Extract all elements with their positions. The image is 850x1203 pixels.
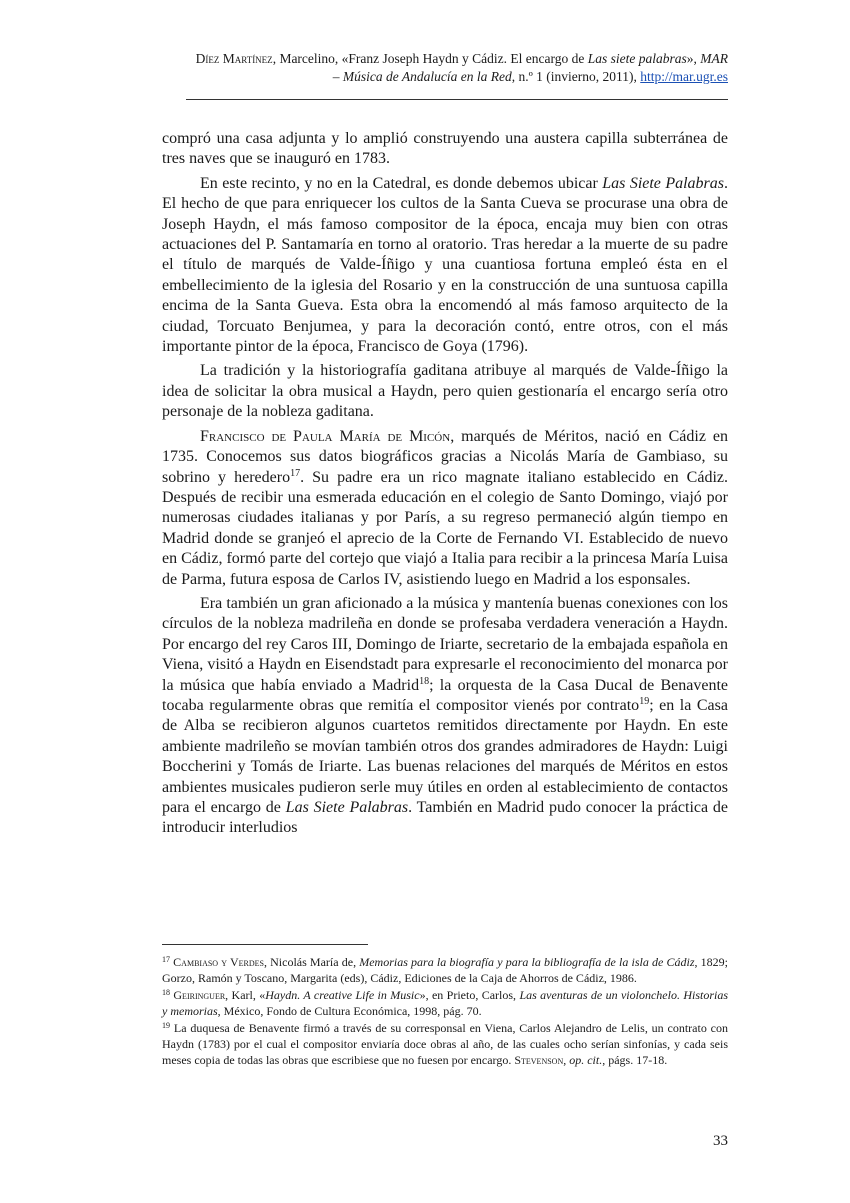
header-separator xyxy=(186,99,728,100)
header-work-title: Las siete palabras xyxy=(587,51,687,66)
footnote-19-text-a: La duquesa de Benavente firmó a través de su corresponsal en Viena, Carlos Alejandro de Lelis, un contrato con Haydn (1783) por el cual el compositor enviaría doce obras al año, de las cuales ocho serían sinfonías, y cada seis meses copia de todas las obras que escribiese que no fuesen por encargo. xyxy=(162,1020,729,1068)
footnote-18 xyxy=(162,987,728,1020)
paragraph-2-text-a: En este recinto, y no en la Catedral, es donde debemos ubicar xyxy=(200,174,603,192)
paragraph-2-italic: Las Siete Palabras xyxy=(602,174,724,192)
paragraph-1-text: compró una casa adjunta y lo amplió construyendo una austera capilla subterránea de tres naves que se inauguró en 1783. xyxy=(162,130,728,168)
header-after-title: », xyxy=(686,51,701,66)
paragraph-2-text-b: . El hecho de que para enriquecer los cultos de la Santa Cueva se procurase una obra de Joseph Haydn, el más famoso compositor de la época, encaja muy bien con otras actuaciones del P. Santamaría en torno al oratorio. Tras heredar a la muerte de su padre el título de marqués de Valde-Íñigo y una cuantiosa fortuna empleó ésta en el embellecimiento de la iglesia del Rosario y en la construcción de una suntuosa capilla encima de la Santa Gueva. Esta obra la encomendó al más famoso arquitecto de la ciudad, Torcuato Benjumea, y para la decoración contó, entre otros, con el más importante pintor de la época, Francisco de Goya (1796). xyxy=(162,174,728,356)
footnote-18-text-c: , México, Fondo de Cultura Económica, 1998, pág. 70. xyxy=(217,1004,482,1019)
footnote-19-text-c: , págs. 17-18. xyxy=(602,1053,668,1068)
header-journal-full: Música de Andalucía en la Red xyxy=(342,69,512,84)
paragraph-4-text-b: . Su padre era un rico magnate italiano establecido en Cádiz. Después de recibir una esmerada educación en el colegio de Santo Domingo, viajó por numerosas ciudades italianas y por París, a su regreso permaneció algún tiempo en Madrid donde se granjeó el aprecio de la Corte de Fernando VI. Establecido de nuevo en Cádiz, formó parte del cortejo que viajó a Italia para recibir a la princesa María Luisa de Parma, futura esposa de Carlos IV, asistiendo luego en Madrid a los esponsales. xyxy=(162,468,729,588)
paragraph-5-text-b: ; la orquesta de la Casa Ducal de Benavente tocaba regularmente obras que remitía el compositor vienés por contrato xyxy=(162,676,728,714)
paragraph-5-text-c: ; en la Casa de Alba se recibieron algunos cuartetos remitidos directamente por Haydn. En este ambiente madrileño se movían también otros dos grandes admiradores de Haydn: Luigi Boccherini y Tomás de Iriarte. Las buenas relaciones del marqués de Méritos en estos ambientes musicales pudieron serle muy útiles en orden al establecimiento de contactos para el encargo de xyxy=(162,696,728,816)
footnote-17-number: 17 xyxy=(162,955,170,964)
header-journal-abbr: MAR xyxy=(700,51,728,66)
footnote-18-number: 18 xyxy=(162,987,170,997)
footnote-18-text-a: , Karl, « xyxy=(225,987,266,1002)
footnote-18-author: Geiringuer xyxy=(173,987,226,1002)
footnote-17-author: Cambiaso y Verdes xyxy=(173,955,264,969)
footnote-19-number: 19 xyxy=(162,1020,170,1030)
paragraph-5-text-d: . También en Madrid pudo conocer la práctica de introducir interludios xyxy=(162,799,728,837)
footnote-17 xyxy=(162,954,728,987)
paragraph-5-text-a: Era también un gran aficionado a la música y mantenía buenas conexiones con los círculos de la nobleza madrileña en donde se profesaba verdadera veneración a Haydn. Por encargo del rey Caros III, Domingo de Iriarte, secretario de la embajada española en Viena, visitó a Haydn en Eisendstadt para expresarle el reconocimiento del monarca por la música que había enviado a Madrid xyxy=(162,594,728,694)
footnote-ref-19[interactable]: 19 xyxy=(639,695,650,707)
footnote-19-italic: op. cit. xyxy=(569,1053,603,1068)
footnote-18-title-1: Haydn. A creative Life in Music xyxy=(265,987,420,1002)
running-header xyxy=(160,50,728,86)
header-url-link[interactable]: http://mar.ugr.es xyxy=(640,69,728,84)
paragraph-3 xyxy=(162,361,728,422)
paragraph-2 xyxy=(162,174,728,358)
paragraph-5 xyxy=(162,594,728,839)
page-number: 33 xyxy=(713,1133,728,1149)
paragraph-3-text: La tradición y la historiografía gaditana atribuye al marqués de Valde-Íñigo la idea de solicitar la obra musical a Haydn, pero quien gestionaría el encargo sería otro personaje de la nobleza gaditana. xyxy=(162,362,728,421)
paragraph-5-italic: Las Siete Palabras xyxy=(285,799,409,816)
paragraph-4-text-a: , marqués de Méritos, nació en Cádiz en 1735. Conocemos sus datos biográficos gracias a Nicolás María de Gambiaso, su sobrino y heredero xyxy=(162,427,728,486)
footnote-17-text-a: , Nicolás María de, xyxy=(263,955,360,969)
footnote-ref-18[interactable]: 18 xyxy=(419,675,430,687)
footnote-19 xyxy=(162,1020,728,1069)
paragraph-4 xyxy=(162,427,728,590)
footnote-19-author: Stevenson xyxy=(514,1053,564,1068)
header-issue: , n.º 1 (invierno, 2011), xyxy=(511,69,641,84)
footnote-separator xyxy=(162,944,368,945)
header-dash: – xyxy=(332,69,343,84)
footnote-18-text-b: », en Prieto, Carlos, xyxy=(419,987,520,1002)
footnote-17-text-b: , 1829; Gorzo, Ramón y Toscano, Margarita (eds), Cádiz, Ediciones de la Caja de Ahorros de Cádiz, 1986. xyxy=(162,955,728,986)
footnote-19-text-b: , xyxy=(563,1053,570,1068)
footnote-18-title-2: Las aventuras de un violonchelo. Historias y memorias xyxy=(162,987,729,1019)
paragraph-1 xyxy=(162,129,728,170)
body-text xyxy=(162,129,728,843)
header-author-rest: , Marcelino, «Franz Joseph Haydn y Cádiz. El encargo de xyxy=(272,51,588,66)
paragraph-4-name: Francisco de Paula María de Micón xyxy=(200,427,451,445)
footnote-ref-17[interactable]: 17 xyxy=(290,467,301,479)
header-author: Díez Martínez xyxy=(195,51,273,66)
footnote-17-title: Memorias para la biografía y para la bibliografía de la isla de Cádiz xyxy=(359,955,695,969)
footnotes xyxy=(162,954,728,1069)
